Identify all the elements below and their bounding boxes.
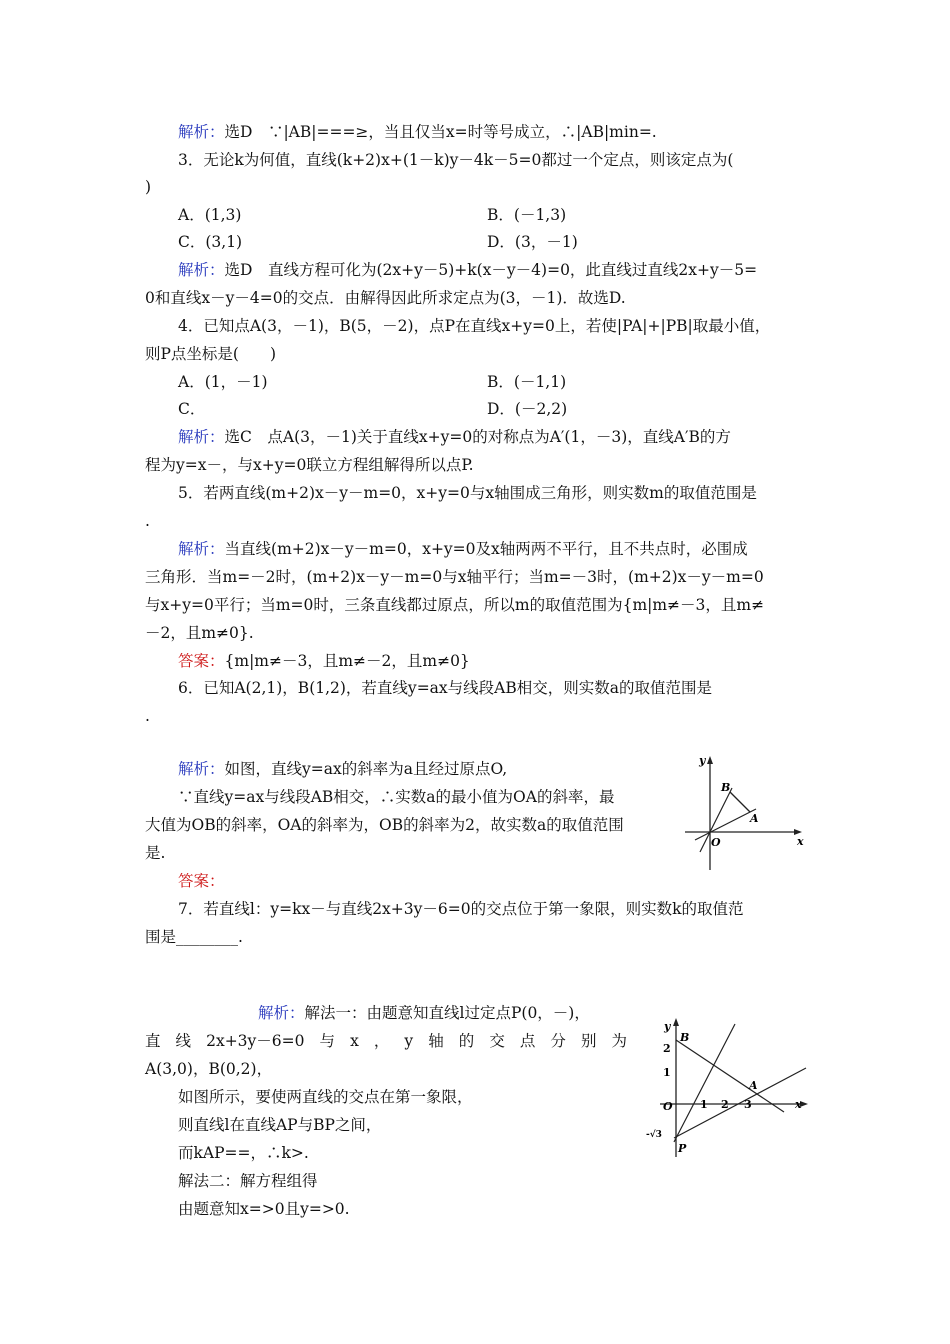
q6-stem-line1: 6．已知A(2,1)，B(1,2)，若直线y=ax与线段AB相交，则实数a的取值范围是 — [178, 679, 712, 697]
q6-label-b: B — [721, 781, 731, 794]
q3-analysis-line1 — [178, 259, 757, 281]
answer-label: 答案： — [178, 652, 225, 670]
q3-stem-line2: ) — [145, 178, 152, 196]
q5-answer-text: {m|m≠－3，且m≠－2，且m≠0} — [224, 652, 470, 670]
q7-tick-x1: 1 — [700, 1098, 708, 1111]
q5-analysis-line1 — [178, 538, 748, 560]
q3-option-b: B．(－1,3) — [487, 206, 567, 224]
q7-label-p: P — [678, 1142, 687, 1155]
q4-option-d: D．(－2,2) — [487, 400, 568, 418]
q6-line-oa — [695, 809, 756, 840]
q3-option-c: C．(3,1) — [178, 233, 243, 251]
q7-analysis-line2: 直线2x+3y－6=0与x，y轴的交点分别为 — [145, 1032, 627, 1050]
analysis-label: 解析： — [178, 760, 225, 778]
q6-stem-line2: . — [145, 707, 150, 725]
q6-label-o: O — [711, 836, 721, 849]
q7-tick-y2: 2 — [663, 1042, 671, 1055]
q7-analysis-line7: 解法二：解方程组得 — [178, 1172, 318, 1190]
q6-label-x: x — [797, 835, 804, 848]
q4-stem-line1: 4．已知点A(3，－1)，B(5，－2)，点P在直线x+y=0上，若使|PA|+|PB|取最小值， — [178, 317, 771, 335]
analysis-label: 解析： — [258, 1004, 305, 1022]
q7-line-bp-ab — [676, 1040, 784, 1112]
q3-analysis-text: 选D 直线方程可化为(2x+y－5)+k(x－y－4)=0，此直线过直线2x+y－5= — [224, 261, 758, 279]
q3-option-d: D．(3，－1) — [487, 233, 578, 251]
q6-analysis-line3: 大值为OB的斜率，OA的斜率为，OB的斜率为2，故实数a的取值范围 — [145, 816, 624, 834]
q4-stem-line2: 则P点坐标是( ) — [145, 345, 277, 363]
q4-analysis-line1 — [178, 426, 731, 448]
q7-tick-x2: 2 — [721, 1098, 729, 1111]
q7-label-b: B — [680, 1031, 690, 1044]
q5-stem-line1: 5．若两直线(m+2)x－y－m=0，x+y=0与x轴围成三角形，则实数m的取值范围是 — [178, 484, 757, 502]
q4-option-b: B．(－1,1) — [487, 373, 567, 391]
q7-tick-neg: -√3 — [646, 1130, 662, 1140]
analysis-line-1 — [178, 121, 657, 143]
q3-stem-line1: 3．无论k为何值，直线(k+2)x+(1－k)y－4k－5=0都过一个定点，则该定点为( — [178, 151, 734, 169]
q6-segment-ab — [730, 792, 750, 812]
q6-analysis-line1 — [178, 758, 507, 780]
q5-analysis-line2: 三角形．当m=－2时，(m+2)x－y－m=0与x轴平行；当m=－3时，(m+2)x－y－m=0 — [145, 568, 764, 586]
q7-label-o: O — [663, 1100, 673, 1113]
q7-analysis-line5: 则直线l在直线AP与BP之间， — [178, 1116, 382, 1134]
q6-label-y: y — [699, 754, 706, 767]
q7-y-arrow — [673, 1018, 679, 1026]
q4-option-c: C． — [178, 400, 206, 418]
q7-analysis-line8: 由题意知x=>0且y=>0. — [178, 1200, 350, 1218]
q3-analysis-line2: 0和直线x－y－4=0的交点．由解得因此所求定点为(3，－1)．故选D. — [145, 289, 626, 307]
q7-figure — [638, 1012, 818, 1162]
q7-tick-y1: 1 — [663, 1066, 671, 1079]
q5-analysis-line3: 与x+y=0平行；当m=0时，三条直线都过原点，所以m的取值范围为{m|m≠－3，且m≠ — [145, 596, 765, 614]
q5-stem-line2: . — [145, 512, 150, 530]
q7-analysis-line3: A(3,0)，B(0,2)， — [145, 1060, 273, 1078]
analysis-label: 解析： — [178, 261, 225, 279]
q7-stem-line2: 围是________. — [145, 928, 243, 946]
analysis-label: 解析： — [178, 123, 225, 141]
q5-analysis-text: 当直线(m+2)x－y－m=0，x+y=0及x轴两两不平行，且不共点时，必围成 — [224, 540, 748, 558]
q7-analysis-line4: 如图所示，要使两直线的交点在第一象限， — [178, 1088, 473, 1106]
q5-analysis-line4: －2，且m≠0}. — [145, 624, 254, 642]
q4-analysis-line2: 程为y=x－，与x+y=0联立方程组解得所以点P. — [145, 456, 474, 474]
q7-label-y: y — [664, 1020, 671, 1033]
q6-y-arrow — [707, 756, 713, 764]
q7-stem-line1: 7．若直线l：y=kx－与直线2x+3y－6=0的交点位于第一象限，则实数k的取值范 — [178, 900, 744, 918]
analysis-label: 解析： — [178, 540, 225, 558]
q4-analysis-text: 选C 点A(3，－1)关于直线x+y=0的对称点为A′(1，－3)，直线A′B的方 — [224, 428, 731, 446]
q7-analysis-line1 — [258, 1002, 590, 1024]
q3-option-a: A．(1,3) — [178, 206, 242, 224]
q6-figure — [680, 752, 810, 877]
q4-option-a: A．(1，－1) — [178, 373, 268, 391]
analysis-text: 选D ∵|AB|===≥，当且仅当x=时等号成立，∴|AB|min=. — [224, 123, 657, 141]
q6-analysis-text: 如图，直线y=ax的斜率为a且经过原点O, — [224, 760, 508, 778]
q6-analysis-line2: ∵直线y=ax与线段AB相交，∴实数a的最小值为OA的斜率，最 — [178, 788, 615, 806]
q6-label-a: A — [750, 812, 759, 825]
q7-label-a: A — [749, 1079, 758, 1092]
q6-analysis-line4: 是. — [145, 844, 166, 862]
q7-analysis-line6: 而kAP==，∴k>. — [178, 1144, 309, 1162]
q7-label-x: x — [795, 1098, 802, 1111]
answer-label: 答案： — [178, 872, 225, 890]
q6-answer — [178, 870, 225, 892]
analysis-label: 解析： — [178, 428, 225, 446]
q5-answer — [178, 650, 470, 672]
q7-tick-x3: 3 — [744, 1098, 752, 1111]
q7-analysis-text: 解法一：由题意知直线l过定点P(0，－)， — [304, 1004, 590, 1022]
